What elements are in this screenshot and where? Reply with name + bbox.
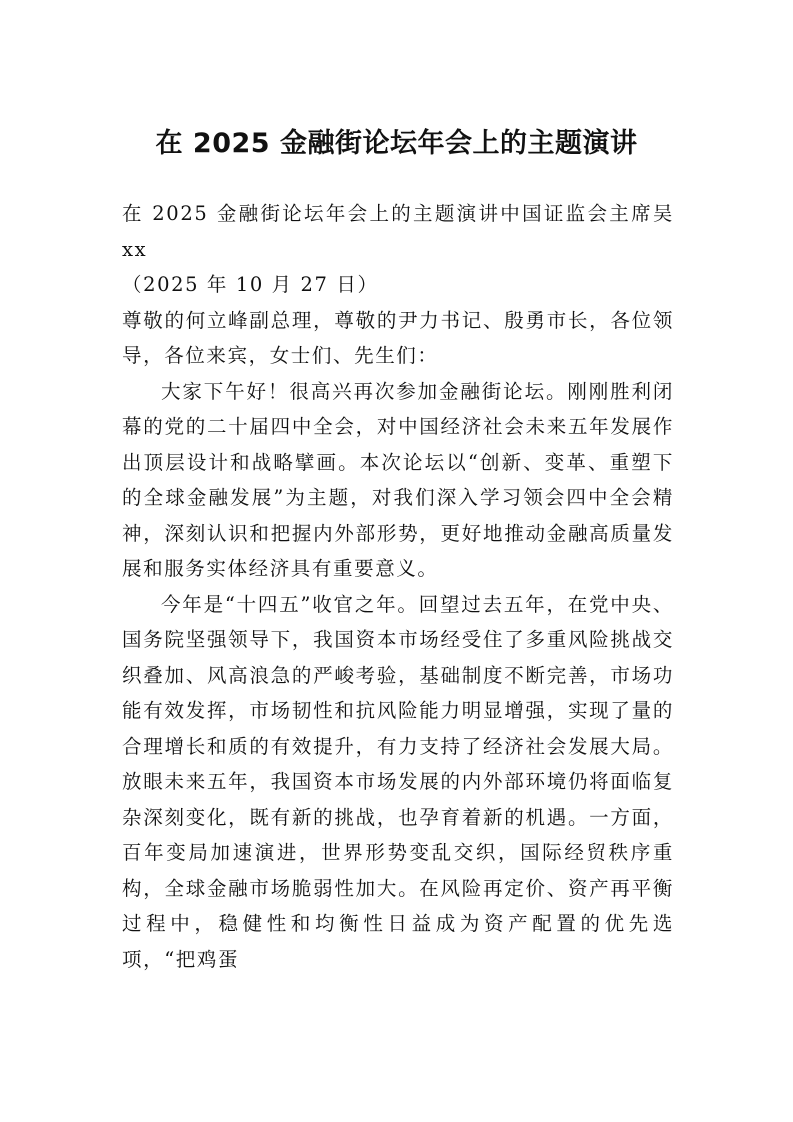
paragraph: 今年是“十四五”收官之年。回望过去五年，在党中央、国务院坚强领导下，我国资本市场经受住了多重风险挑战交织叠加、风高浪急的严峻考验，基础制度不断完善，市场功能有效发挥，市场韧性和抗风险能力明显增强，实现了量的合理增长和质的有效提升，有力支持了经济社会发展大局。放眼未来五年，我国资本市场发展的内外部环境仍将面临复杂深刻变化，既有新的挑战，也孕育着新的机遇。一方面，百年变局加速演进，世界形势变乱交织，国际经贸秩序重构，全球金融市场脆弱性加大。在风险再定价、资产再平衡过程中，稳健性和均衡性日益成为资产配置的优先选项，“把鸡蛋 [122, 592, 674, 971]
paragraph: 大家下午好！很高兴再次参加金融街论坛。刚刚胜利闭幕的党的二十届四中全会，对中国经济社会未来五年发展作出顶层设计和战略擘画。本次论坛以“创新、变革、重塑下的全球金融发展”为主题，对我们深入学习领会四中全会精神，深刻认识和把握内外部形势，更好地推动金融高质量发展和服务实体经济具有重要意义。 [122, 379, 674, 580]
speech-date: （2025 年 10 月 27 日） [122, 273, 379, 296]
page-title: 在 2025 金融街论坛年会上的主题演讲 [155, 128, 638, 159]
subtitle-line: 在 2025 金融街论坛年会上的主题演讲中国证监会主席吴 xx [122, 202, 674, 261]
salutation: 尊敬的何立峰副总理，尊敬的尹力书记、殷勇市长，各位领导，各位来宾，女士们、先生们： [122, 308, 674, 367]
document-body [122, 196, 674, 977]
